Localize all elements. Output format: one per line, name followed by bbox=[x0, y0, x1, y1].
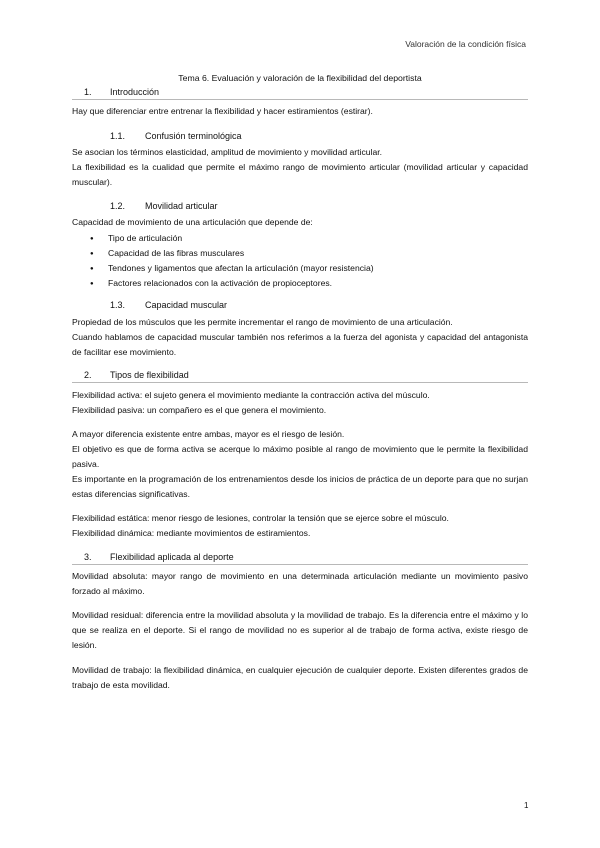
paragraph: Se asocian los términos elasticidad, amplitud de movimiento y movilidad articular. bbox=[72, 147, 382, 157]
subsection-title: Movilidad articular bbox=[145, 201, 218, 211]
subsection-number: 1.2. bbox=[110, 201, 126, 211]
list-item: ● Tendones y ligamentos que afectan la articulación (mayor resistencia) bbox=[72, 261, 528, 276]
paragraph: La flexibilidad es la cualidad que permite el máximo rango de movimiento articular (movilidad articular y capacidad muscular). bbox=[72, 162, 528, 187]
paragraph: Cuando hablamos de capacidad muscular también nos referimos a la fuerza del agonista y capacidad del antagonista de facilitar ese movimiento. bbox=[72, 332, 528, 357]
section-title: Flexibilidad aplicada al deporte bbox=[110, 552, 234, 562]
subsection-heading-confusion bbox=[110, 131, 242, 141]
section-divider bbox=[72, 564, 528, 565]
paragraph: Movilidad de trabajo: la flexibilidad dinámica, en cualquier ejecución de cualquier deporte. Existen diferentes grados de trabajo de esta movilidad. bbox=[72, 665, 528, 690]
paragraph: Movilidad residual: diferencia entre la movilidad absoluta y la movilidad de trabajo. Es la diferencia entre el máximo y lo que se realiza en el deporte. Si el rango de movilidad no es superior al de trabajo de forma activa, existe riesgo de lesión. bbox=[72, 610, 528, 650]
bullet-list bbox=[72, 231, 528, 291]
paragraph: Capacidad de movimiento de una articulación que depende de: bbox=[72, 217, 313, 227]
paragraph: Movilidad absoluta: mayor rango de movimiento en una determinada articulación mediante un movimiento pasivo forzado al máximo. bbox=[72, 571, 528, 596]
section-heading-flexibilidad-deporte bbox=[72, 552, 528, 562]
paragraph: El objetivo es que de forma activa se acerque lo máximo posible al rango de movimiento que le permite la flexibilidad pasiva. bbox=[72, 444, 528, 469]
section-number: 3. bbox=[84, 552, 92, 562]
section-number: 1. bbox=[84, 87, 92, 97]
section-heading-tipos-flexibilidad bbox=[72, 370, 528, 380]
section-divider bbox=[72, 382, 528, 383]
paragraph: Flexibilidad pasiva: un compañero es el que genera el movimiento. bbox=[72, 405, 327, 415]
subsection-title: Confusión terminológica bbox=[145, 131, 242, 141]
section-number: 2. bbox=[84, 370, 92, 380]
paragraph: Flexibilidad activa: el sujeto genera el movimiento mediante la contracción activa del músculo. bbox=[72, 390, 430, 400]
subsection-title: Capacidad muscular bbox=[145, 300, 228, 310]
subsection-heading-capacidad-muscular bbox=[110, 300, 227, 310]
section-heading-introduccion bbox=[72, 87, 528, 97]
page-number: 1 bbox=[524, 801, 529, 810]
running-header: Valoración de la condición física bbox=[405, 39, 526, 49]
list-item: ● Factores relacionados con la activación de propioceptores. bbox=[72, 276, 528, 291]
subsection-number: 1.1. bbox=[110, 131, 126, 141]
paragraph: Es importante en la programación de los entrenamientos desde los inicios de práctica de un deporte para que no surjan estas diferencias significativas. bbox=[72, 474, 528, 499]
paragraph: Propiedad de los músculos que les permite incrementar el rango de movimiento de una articulación. bbox=[72, 317, 453, 327]
section-divider bbox=[72, 99, 528, 100]
paragraph: Flexibilidad dinámica: mediante movimientos de estiramientos. bbox=[72, 528, 311, 538]
paragraph: A mayor diferencia existente entre ambas, mayor es el riesgo de lesión. bbox=[72, 429, 345, 439]
list-item: ● Capacidad de las fibras musculares bbox=[72, 246, 528, 261]
list-item: ● Tipo de articulación bbox=[72, 231, 528, 246]
subsection-heading-movilidad-articular bbox=[110, 201, 218, 211]
section-title: Tipos de flexibilidad bbox=[110, 370, 189, 380]
section-title: Introducción bbox=[110, 87, 160, 97]
document-title: Tema 6. Evaluación y valoración de la flexibilidad del deportista bbox=[178, 73, 422, 83]
subsection-number: 1.3. bbox=[110, 300, 126, 310]
paragraph: Hay que diferenciar entre entrenar la flexibilidad y hacer estiramientos (estirar). bbox=[72, 106, 373, 116]
paragraph: Flexibilidad estática: menor riesgo de lesiones, controlar la tensión que se ejerce sobre el músculo. bbox=[72, 513, 449, 523]
